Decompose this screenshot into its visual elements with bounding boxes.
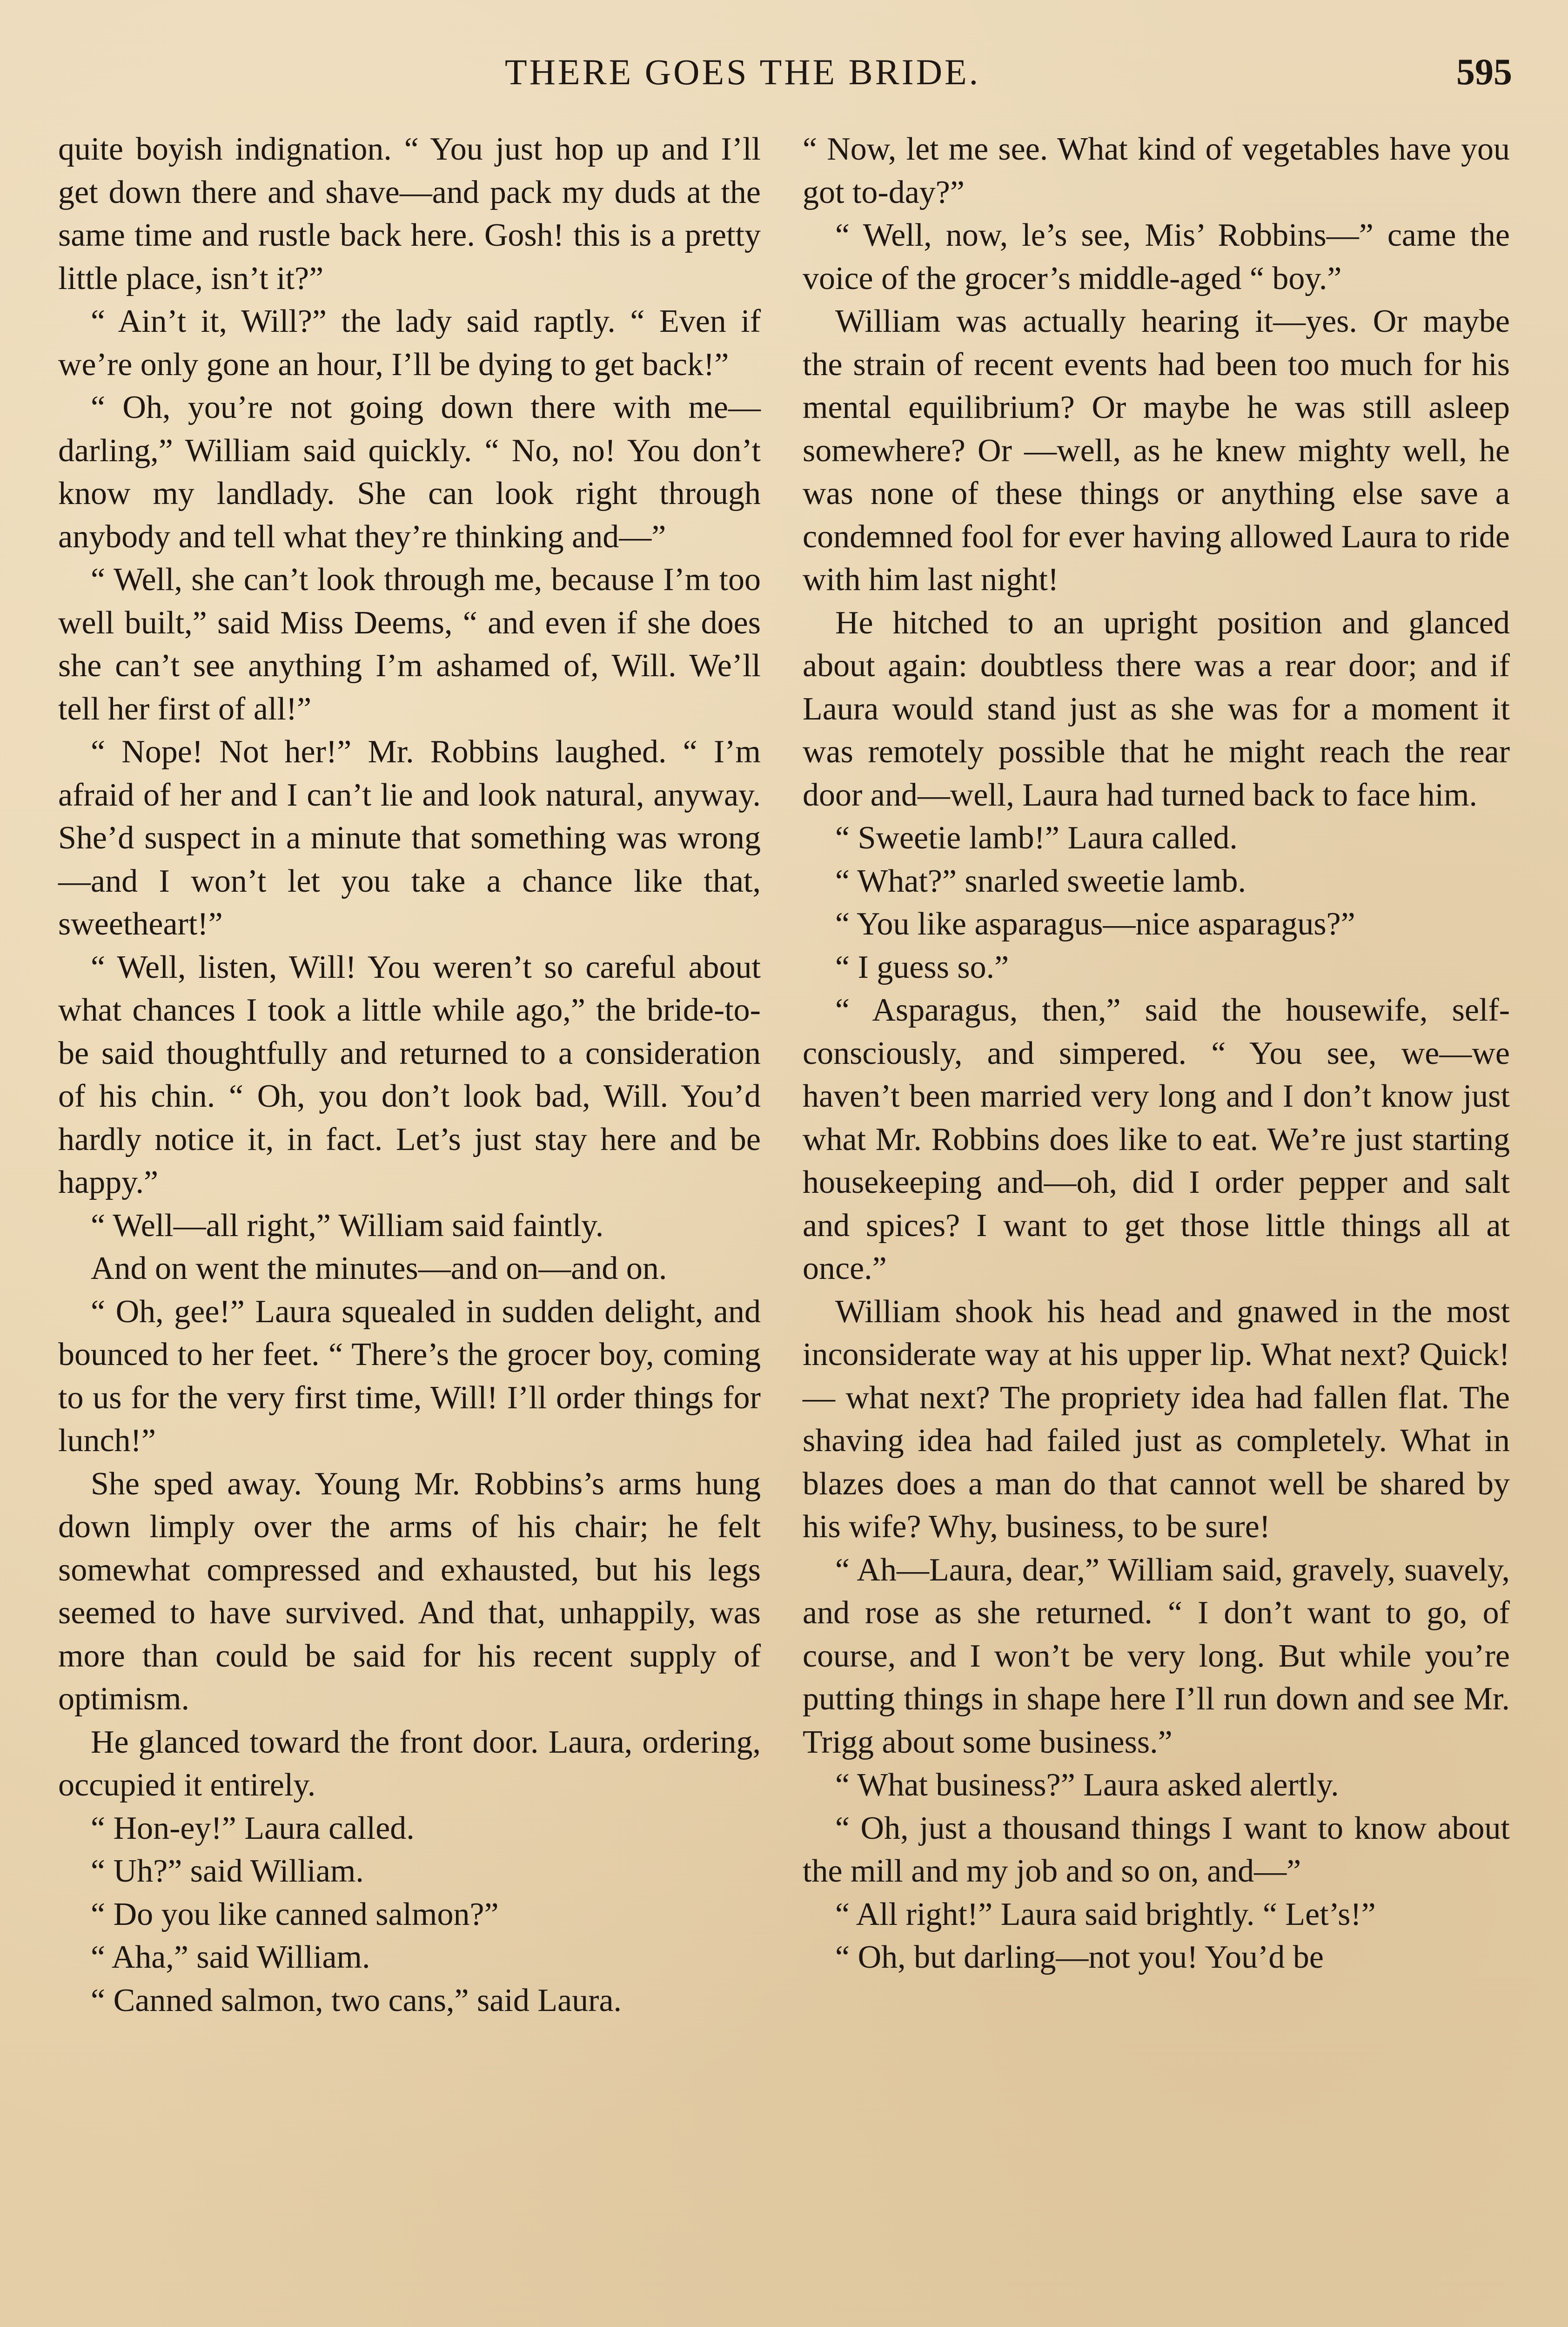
paragraph: “ Oh, but darling—not you! You’d be [835, 1939, 1324, 1975]
paragraph: quite boyish indignation. “ You just hop up and I’ll get down there and shave—and pack my duds at the same time and rustle back here. Gosh! this is a pretty little place, isn’t it?” [58, 131, 761, 296]
paragraph: “ Oh, gee!” Laura squealed in sudden delight, and bounced to her feet. “ There’s the grocer boy, coming to us for the very first time, Will! I’ll order things for lunch!” [58, 1293, 761, 1459]
paragraph: “ Well, listen, Will! You weren’t so careful about what chances I took a little while ago,” the bride-to-be said thoughtfully and returned to a consideration of his chin. “ Oh, you don’t look bad, Will. You’d hardly notice it, in fact. Let’s just stay here and be happy.” [58, 949, 761, 1200]
paragraph: “ You like asparagus—nice asparagus?” [835, 906, 1355, 942]
paragraph: She sped away. Young Mr. Robbins’s arms hung down limply over the arms of his chair; he felt somewhat compressed and exhausted, but his legs seemed to have survived. And that, unhappily, was more than could be said for his recent supply of optimism. [58, 1466, 761, 1717]
paragraph: “ I guess so.” [835, 949, 1009, 985]
paragraph: He glanced toward the front door. Laura, ordering, occupied it entirely. [58, 1724, 761, 1803]
paragraph: “ Aha,” said William. [91, 1939, 370, 1975]
paragraph: “ Nope! Not her!” Mr. Robbins laughed. “ I’m afraid of her and I can’t lie and look natural, anyway. She’d suspect in a minute that something was wrong —and I won’t let you take a chance like that, sweetheart!” [58, 734, 761, 942]
right-column [803, 128, 1510, 1979]
paragraph: “ Sweetie lamb!” Laura called. [835, 820, 1238, 856]
paragraph: William was actually hearing it—yes. Or maybe the strain of recent events had been too much for his mental equilibrium? Or maybe he was still asleep somewhere? Or —well, as he knew mighty well, he was none of these things or anything else save a condemned fool for ever having allowed Laura to ride with him last night! [803, 303, 1510, 598]
paragraph: And on went the minutes—and on—and on. [91, 1251, 667, 1286]
paragraph: “ What?” snarled sweetie lamb. [835, 863, 1246, 899]
paragraph: “ Canned salmon, two cans,” said Laura. [91, 1982, 622, 2018]
paragraph: “ Well, now, le’s see, Mis’ Robbins—” came the voice of the grocer’s middle-aged “ boy.” [803, 217, 1510, 296]
paragraph: “ All right!” Laura said brightly. “ Let’s!” [835, 1896, 1376, 1932]
paragraph: “ Do you like canned salmon?” [91, 1896, 499, 1932]
paragraph: “ Oh, just a thousand things I want to know about the mill and my job and so on, and—” [803, 1810, 1510, 1889]
paragraph: William shook his head and gnawed in the most inconsiderate way at his upper lip. What next? Quick!— what next? The propriety idea had fallen flat. The shaving idea had failed just as completely. What in blazes does a man do that cannot well be shared by his wife? Why, business, to be sure! [803, 1293, 1510, 1545]
paragraph: He hitched to an upright position and glanced about again: doubtless there was a rear door; and if Laura would stand just as she was for a moment it was remotely possible that he might reach the rear door and—well, Laura had turned back to face him. [803, 605, 1510, 813]
paragraph: “ Well—all right,” William said faintly. [91, 1207, 604, 1244]
running-header [0, 47, 1568, 102]
paragraph: “ Asparagus, then,” said the housewife, self-consciously, and simpered. “ You see, we—we haven’t been married very long and I don’t know just what Mr. Robbins does like to eat. We’re just starting housekeeping and—oh, did I order pepper and salt and spices? I want to get those little things all at once.” [803, 992, 1510, 1286]
paragraph: “ Ain’t it, Will?” the lady said raptly. “ Even if we’re only gone an hour, I’ll be dying to get back!” [58, 303, 761, 383]
page-number: 595 [1456, 52, 1512, 93]
paragraph: “ Hon-ey!” Laura called. [91, 1810, 415, 1846]
paragraph: “ Now, let me see. What kind of vegetables have you got to-day?” [803, 131, 1510, 210]
paragraph: “ Uh?” said William. [91, 1853, 364, 1889]
story-title: THERE GOES THE BRIDE. [505, 52, 981, 92]
paragraph: “ Oh, you’re not going down there with me—darling,” William said quickly. “ No, no! You don’t know my landlady. She can look right through anybody and tell what they’re thinking and—” [58, 390, 761, 555]
paragraph: “ What business?” Laura asked alertly. [835, 1767, 1339, 1803]
paragraph: “ Well, she can’t look through me, because I’m too well built,” said Miss Deems, “ and even if she does she can’t see anything I’m ashamed of, Will. We’ll tell her first of all!” [58, 562, 761, 727]
left-column [58, 128, 761, 2022]
paragraph: “ Ah—Laura, dear,” William said, gravely, suavely, and rose as she returned. “ I don’t want to go, of course, and I won’t be very long. But while you’re putting things in shape here I’ll run down and see Mr. Trigg about some business.” [803, 1552, 1510, 1760]
